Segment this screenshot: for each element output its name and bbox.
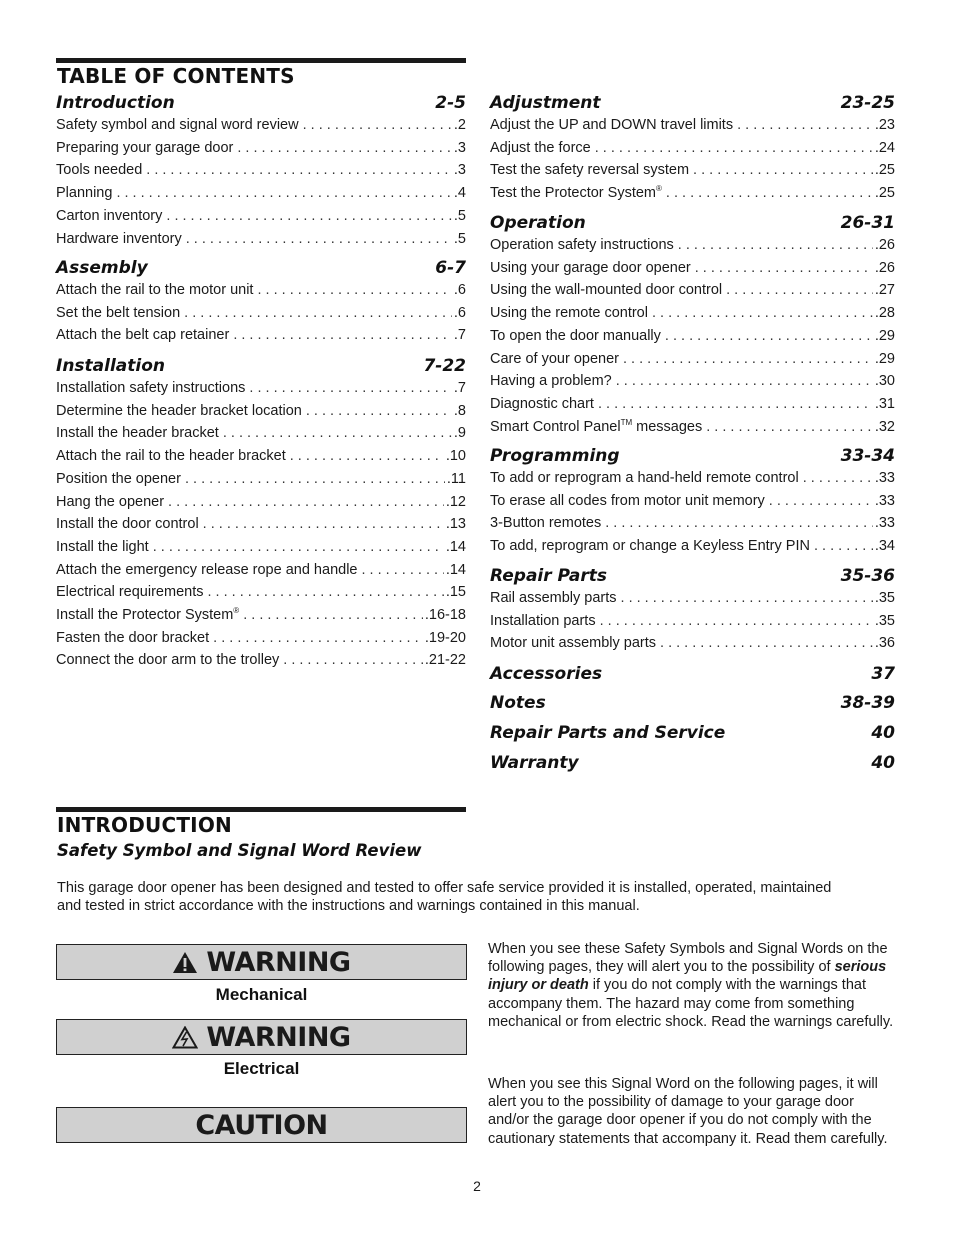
entry-page: .4 [453, 185, 466, 202]
toc-section-heading [490, 213, 895, 233]
entry-page: .16-18 [424, 607, 466, 623]
leader-dots [290, 448, 444, 464]
entry-page: .2 [453, 117, 466, 133]
toc-entry [56, 471, 466, 487]
leader-dots [306, 403, 452, 419]
toc-entry [56, 539, 466, 555]
leader-dots [665, 328, 873, 344]
section-pages: 40 [871, 723, 895, 743]
entry-page: .3 [453, 162, 466, 179]
leader-dots [223, 425, 452, 441]
toc-section-heading [56, 93, 466, 113]
toc-entry [490, 613, 895, 629]
entry-page: .26 [874, 237, 895, 253]
entry-text: Diagnostic chart [490, 395, 594, 412]
entry-title [490, 515, 601, 531]
leader-dots [153, 539, 444, 555]
leader-dots [233, 327, 452, 343]
toc-entry [56, 162, 466, 178]
entry-text: Install the header bracket [56, 425, 219, 442]
toc-entry [490, 282, 895, 298]
entry-text: Smart Control Panel [490, 418, 621, 435]
entry-text: Electrical requirements [56, 584, 204, 601]
entry-page: .33 [874, 515, 895, 532]
toc-entry [490, 328, 895, 344]
leader-dots [600, 613, 873, 629]
entry-text: Installation parts [490, 612, 596, 629]
entry-page: .8 [453, 402, 466, 419]
leader-dots [213, 630, 423, 646]
leader-dots [146, 162, 452, 178]
entry-title [490, 493, 765, 509]
leader-dots [249, 380, 452, 396]
entry-title [490, 140, 591, 156]
entry-title [56, 494, 164, 510]
entry-page: .27 [874, 282, 895, 299]
toc-entry [490, 419, 895, 435]
entry-text: Test the Protector System [490, 185, 657, 202]
entry-text: Install the light [56, 538, 149, 555]
entry-text: To open the door manually [490, 327, 661, 344]
toc-right-column [490, 0, 895, 800]
entry-text: Hardware inventory [56, 230, 182, 247]
toc-entry [56, 607, 466, 623]
intro-top-rule [56, 807, 466, 812]
toc-section-heading [490, 693, 895, 713]
toc-entry [56, 494, 466, 510]
entry-page: .11 [446, 470, 466, 487]
entry-text: Connect the door arm to the trolley [56, 652, 280, 669]
leader-dots [652, 305, 873, 321]
signal-word-paragraph: When you see this Signal Word on the following pages, it will alert you to the possibility of damage to your garage door and/or the garage door opener if you do not comply with the cautionary statements that accompany it. Read them carefully. [488, 1076, 888, 1147]
entry-text: To add, reprogram or change a Keyless Entry PIN [490, 538, 810, 555]
toc-entry [490, 305, 895, 321]
toc-entry [56, 327, 466, 343]
leader-dots [237, 140, 452, 156]
leader-dots [737, 117, 873, 133]
entry-text: Installation safety instructions [56, 380, 246, 396]
entry-text: Using the remote control [490, 305, 648, 322]
toc-entry [490, 351, 895, 367]
entry-title [490, 470, 799, 486]
entry-title [490, 351, 619, 367]
page-number: 2 [473, 1178, 481, 1194]
toc-entry [490, 515, 895, 531]
toc-entry [490, 538, 895, 554]
entry-text: Care of your opener [490, 350, 619, 367]
leader-dots [184, 305, 452, 321]
leader-dots [660, 635, 873, 651]
section-pages: 40 [871, 753, 895, 773]
section-pages: 6-7 [435, 258, 466, 278]
leader-dots [168, 494, 444, 510]
section-pages: 37 [871, 664, 895, 684]
leader-dots [693, 162, 873, 178]
toc-entry [56, 652, 466, 668]
entry-page: .12 [445, 493, 466, 510]
entry-text: 3-Button remotes [490, 515, 602, 532]
caution-sign [56, 1107, 467, 1143]
toc-entry [56, 185, 466, 201]
entry-title [56, 162, 142, 178]
leader-dots [616, 373, 873, 389]
paragraph-text: When you see these Safety Symbols and Signal Words on the following pages, they will alert you to the possibility of [488, 941, 888, 976]
toc-entry [56, 584, 466, 600]
entry-title [490, 328, 661, 344]
toc-entry [56, 448, 466, 464]
toc-title: TABLE OF CONTENTS [57, 64, 295, 88]
entry-title [56, 231, 182, 247]
entry-title [56, 471, 181, 487]
entry-page: .15 [445, 584, 466, 601]
entry-title [56, 425, 219, 441]
entry-title [490, 117, 733, 133]
entry-page: .25 [874, 185, 895, 202]
entry-title [56, 117, 299, 133]
entry-text: Planning [56, 185, 113, 202]
entry-title [56, 584, 203, 600]
toc-entry [490, 635, 895, 651]
intro-title: INTRODUCTION [57, 813, 232, 837]
toc-entry [490, 373, 895, 389]
toc-entry [490, 162, 895, 178]
safety-symbols-paragraph [488, 940, 898, 1031]
entry-page: .25 [874, 162, 895, 179]
entry-title [56, 403, 302, 419]
leader-dots [303, 117, 452, 133]
entry-text: Position the opener [56, 470, 181, 487]
entry-title [56, 208, 162, 224]
leader-dots [726, 282, 873, 298]
toc-entry [56, 140, 466, 156]
entry-title [490, 396, 594, 412]
entry-page: .14 [445, 561, 466, 578]
mechanical-warning-sign [56, 944, 467, 980]
entry-page: .30 [874, 373, 895, 390]
toc-section-heading [490, 753, 895, 773]
entry-text: Hang the opener [56, 493, 165, 510]
leader-dots [803, 470, 873, 486]
entry-text: Using your garage door opener [490, 259, 691, 276]
sign-word: CAUTION [195, 1109, 328, 1141]
leader-dots [814, 538, 873, 554]
entry-page: .32 [874, 418, 895, 435]
toc-entry [490, 470, 895, 486]
entry-page: .6 [453, 304, 466, 321]
section-title: Programming [490, 446, 620, 466]
leader-dots [361, 562, 443, 578]
entry-text: To add or reprogram a hand-held remote control [490, 470, 799, 486]
toc-entry [56, 403, 466, 419]
entry-text: Set the belt tension [56, 304, 181, 321]
section-pages: 7-22 [423, 356, 466, 376]
entry-page: .19-20 [424, 629, 466, 646]
entry-title [56, 652, 279, 668]
toc-left-column [56, 0, 466, 700]
trademark-mark: ® [656, 184, 662, 194]
entry-page: .14 [445, 538, 466, 555]
sign-label-mechanical: Mechanical [215, 985, 308, 1004]
leader-dots [666, 185, 873, 201]
toc-entry [490, 396, 895, 412]
entry-title [56, 282, 253, 298]
section-title: Repair Parts [490, 566, 608, 586]
entry-text: Adjust the force [490, 139, 591, 156]
entry-title [490, 237, 674, 253]
entry-text: messages [632, 418, 703, 435]
entry-page: .28 [874, 305, 895, 322]
entry-text: Test the safety reversal system [490, 162, 690, 179]
entry-text: Safety symbol and signal word review [56, 117, 299, 133]
entry-text: Attach the emergency release rope and handle [56, 561, 358, 578]
entry-page: .5 [453, 207, 466, 224]
warning-triangle-icon [172, 951, 198, 974]
entry-text: Carton inventory [56, 207, 163, 224]
entry-page: .7 [453, 380, 466, 396]
section-pages: 35-36 [840, 566, 895, 586]
toc-entry [490, 185, 895, 201]
toc-entry [56, 208, 466, 224]
intro-body-text: This garage door opener has been designed and tested to offer safe service provided it is installed, operated, maintained and tested in strict accordance with the instructions and warnings contained in this manual. [57, 880, 832, 915]
paragraph-text: if you do not comply with the warnings that accompany them. The hazard may come from something mechanical or from electric shock. Read the warnings carefully. [488, 977, 894, 1030]
leader-dots [623, 351, 873, 367]
toc-entry [56, 282, 466, 298]
entry-text: Install the door control [56, 516, 199, 533]
section-title: Introduction [56, 93, 175, 113]
entry-text: Motor unit assembly parts [490, 635, 657, 652]
section-title: Warranty [490, 753, 579, 773]
entry-title [490, 162, 689, 178]
entry-text: Tools needed [56, 162, 143, 179]
entry-page: .26 [874, 259, 895, 276]
entry-text: Adjust the UP and DOWN travel limits [490, 117, 734, 133]
entry-text: Install the Protector System [56, 607, 234, 623]
entry-page: .13 [445, 516, 466, 533]
leader-dots [598, 396, 873, 412]
entry-text: Having a problem? [490, 373, 612, 390]
toc-entry [490, 590, 895, 606]
toc-section-heading [490, 93, 895, 113]
entry-title [490, 373, 612, 389]
leader-dots [605, 515, 873, 531]
entry-title [56, 380, 245, 396]
entry-page: .5 [453, 230, 466, 247]
entry-title [56, 327, 229, 343]
entry-title [490, 590, 617, 606]
section-title: Notes [490, 693, 546, 713]
entry-text: Attach the belt cap retainer [56, 327, 230, 344]
entry-title [56, 539, 149, 555]
toc-section-heading [490, 664, 895, 684]
entry-text: Using the wall-mounted door control [490, 282, 723, 299]
entry-text: Attach the rail to the header bracket [56, 448, 286, 465]
toc-entry [490, 237, 895, 253]
entry-page: .21-22 [424, 652, 466, 669]
entry-title [56, 140, 233, 156]
entry-title [490, 635, 656, 651]
entry-page: .33 [874, 470, 895, 486]
leader-dots [283, 652, 423, 668]
toc-entry [490, 117, 895, 133]
entry-page: .23 [874, 117, 895, 133]
leader-dots [695, 260, 873, 276]
leader-dots [257, 282, 451, 298]
section-title: Adjustment [490, 93, 601, 113]
entry-text: Attach the rail to the motor unit [56, 282, 254, 298]
entry-title [56, 448, 286, 464]
toc-entry [56, 380, 466, 396]
entry-text: Determine the header bracket location [56, 402, 302, 419]
sign-word: WARNING [206, 1021, 351, 1053]
toc-entry [56, 117, 466, 133]
entry-text: Operation safety instructions [490, 237, 674, 253]
entry-title [490, 260, 691, 276]
entry-page: .35 [874, 590, 895, 606]
entry-title [56, 607, 239, 623]
entry-title [490, 613, 596, 629]
entry-title [56, 185, 112, 201]
leader-dots [207, 584, 443, 600]
section-title: Installation [56, 356, 166, 376]
leader-dots [706, 419, 873, 435]
toc-section-heading [56, 356, 466, 376]
toc-entry [490, 260, 895, 276]
section-title: Operation [490, 213, 586, 233]
emphasis-text: serious injury or death [488, 959, 887, 994]
entry-page: .6 [453, 282, 466, 298]
leader-dots [185, 471, 445, 487]
entry-page: .9 [453, 425, 466, 442]
section-title: Assembly [56, 258, 148, 278]
leader-dots [166, 208, 452, 224]
entry-title [56, 562, 357, 578]
entry-page: .36 [874, 635, 895, 652]
entry-page: .35 [874, 612, 895, 629]
toc-entry [56, 562, 466, 578]
entry-title [490, 185, 662, 201]
section-pages: 26-31 [840, 213, 895, 233]
entry-text: Preparing your garage door [56, 139, 234, 156]
toc-entry [56, 425, 466, 441]
toc-entry [56, 630, 466, 646]
toc-entry [490, 493, 895, 509]
toc-entry [56, 305, 466, 321]
entry-page: .31 [874, 395, 895, 412]
leader-dots [203, 516, 444, 532]
entry-page: .34 [874, 538, 895, 555]
electrical-warning-sign [56, 1019, 467, 1055]
section-title: Accessories [490, 664, 603, 684]
entry-title [56, 630, 209, 646]
entry-page: .10 [445, 448, 466, 465]
sign-word: WARNING [206, 946, 351, 978]
trademark-mark: ® [233, 606, 240, 616]
leader-dots [769, 493, 873, 509]
section-title: Repair Parts and Service [490, 723, 726, 743]
electrical-warning-triangle-icon [172, 1026, 198, 1049]
leader-dots [621, 590, 873, 606]
entry-page: .7 [453, 327, 466, 344]
entry-text: Rail assembly parts [490, 590, 617, 606]
entry-title [56, 305, 180, 321]
entry-title [56, 516, 199, 532]
sign-label-electrical: Electrical [223, 1059, 300, 1078]
entry-title [490, 305, 648, 321]
toc-entry [56, 231, 466, 247]
toc-section-heading [56, 258, 466, 278]
leader-dots [678, 237, 873, 253]
leader-dots [595, 140, 873, 156]
toc-section-heading [490, 446, 895, 466]
entry-title [490, 538, 810, 554]
toc-entry [490, 140, 895, 156]
toc-entry [56, 516, 466, 532]
entry-page: .3 [453, 139, 466, 156]
section-pages: 33-34 [840, 446, 895, 466]
intro-subtitle: Safety Symbol and Signal Word Review [57, 841, 422, 860]
entry-page: .29 [874, 350, 895, 367]
toc-section-heading [490, 723, 895, 743]
entry-title [490, 419, 702, 435]
entry-text: To erase all codes from motor unit memory [490, 492, 765, 509]
leader-dots [116, 185, 451, 201]
toc-section-heading [490, 566, 895, 586]
entry-page: .33 [874, 492, 895, 509]
trademark-mark: TM [620, 417, 633, 427]
entry-page: .24 [874, 139, 895, 156]
section-pages: 38-39 [840, 693, 895, 713]
section-pages: 23-25 [840, 93, 895, 113]
section-pages: 2-5 [435, 93, 466, 113]
entry-text: Fasten the door bracket [56, 629, 210, 646]
entry-title [490, 282, 722, 298]
entry-page: .29 [874, 327, 895, 344]
leader-dots [186, 231, 452, 247]
leader-dots [243, 607, 423, 623]
